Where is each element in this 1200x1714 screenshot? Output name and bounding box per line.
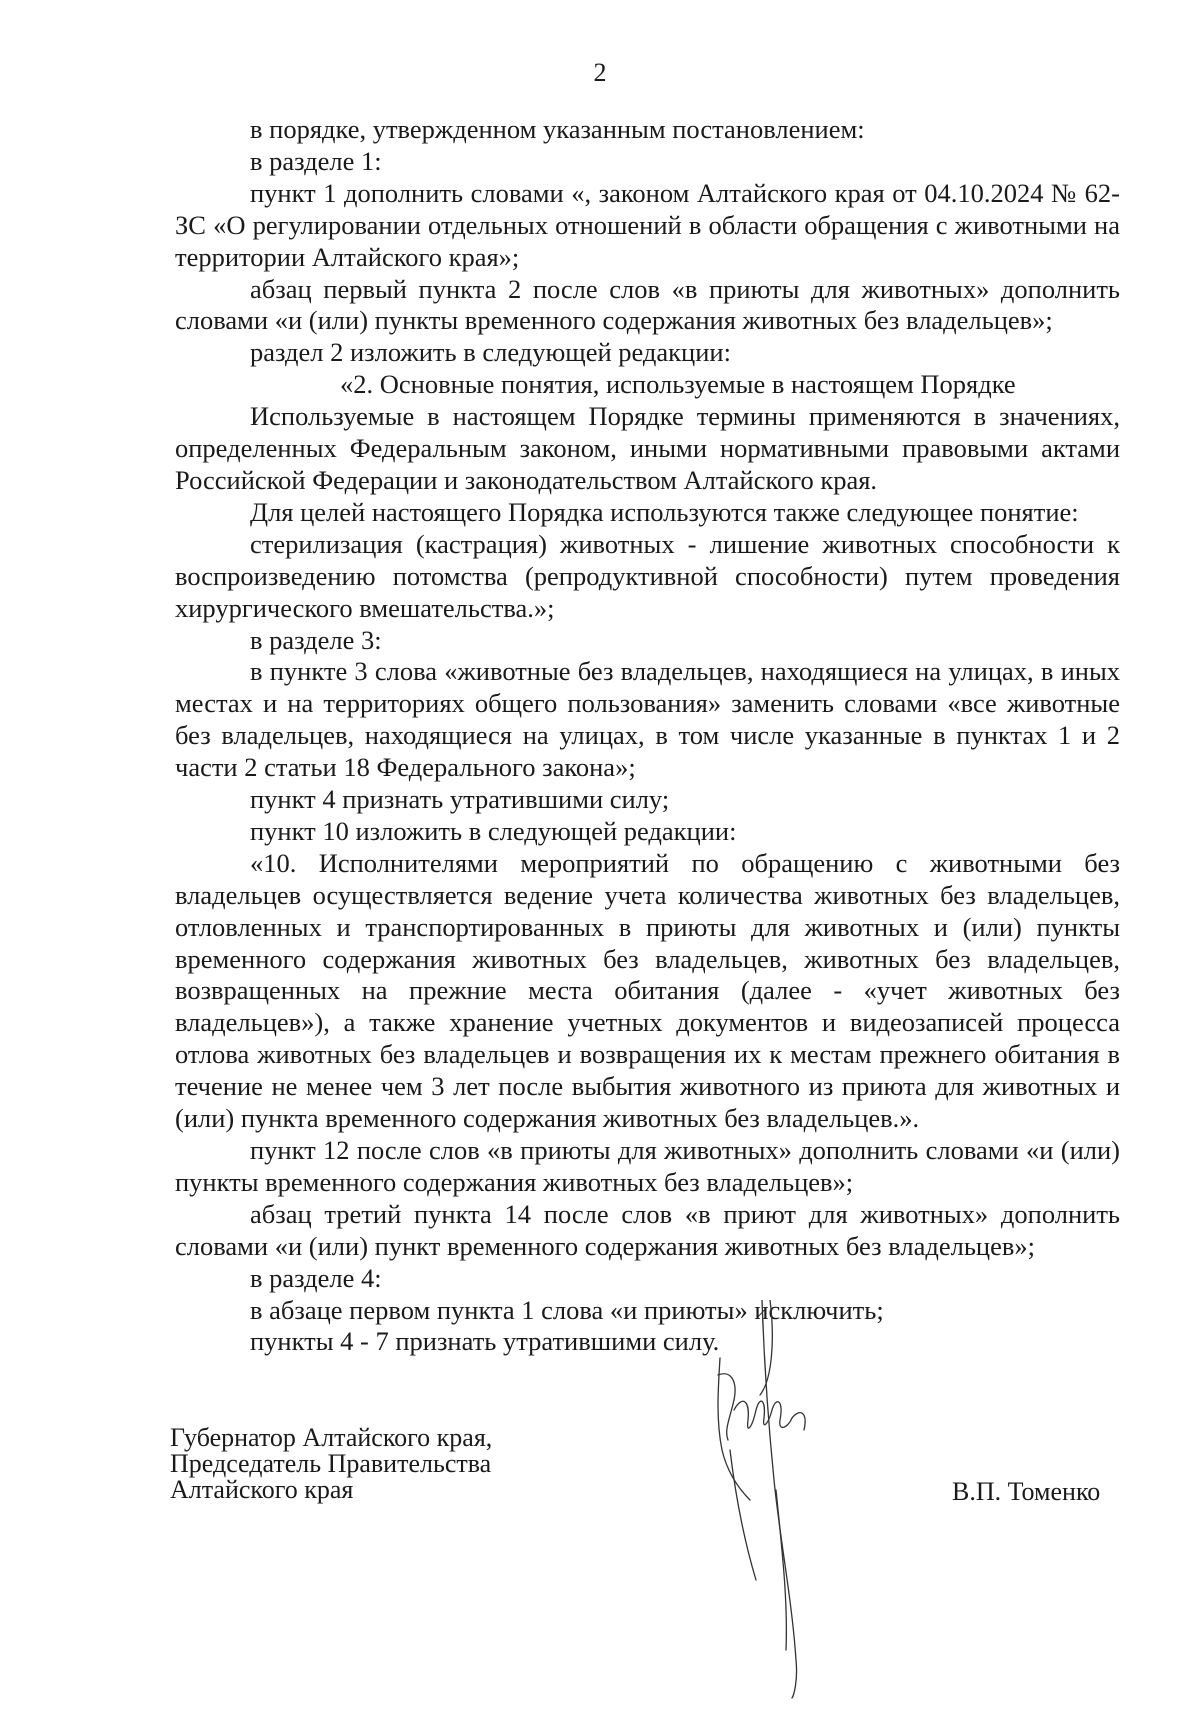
- paragraph: в пункте 3 слова «животные без владельцев, находящиеся на улицах, в иных местах и на территориях общего пользования» заменить словами «все животные без владельцев, находящиеся на улицах, в том числе указанные в пунктах 1 и 2 части 2 статьи 18 Федерального закона»;: [175, 656, 1120, 783]
- position-line: Председатель Правительства: [170, 1449, 492, 1478]
- section-heading: «2. Основные понятия, используемые в настоящем Порядке: [340, 369, 1016, 400]
- paragraph: абзац первый пункта 2 после слов «в приюты для животных» дополнить словами «и (или) пункты временного содержания животных без владельцев»;: [175, 273, 1120, 336]
- paragraph: в порядке, утвержденном указанным постановлением:: [250, 114, 865, 144]
- signature-position-block: [170, 1425, 492, 1503]
- paragraph: Для целей настоящего Порядка используются также следующее понятие:: [250, 496, 1079, 527]
- page-number: 2: [593, 58, 607, 87]
- paragraph: Используемые в настоящем Порядке термины применяются в значениях, определенных Федеральным законом, иными нормативными правовыми актами Российской Федерации и законодательством Алтайского края.: [175, 401, 1120, 495]
- signer-name: В.П. Томенко: [952, 1477, 1101, 1506]
- position-line: Алтайского края: [170, 1475, 354, 1504]
- paragraph: пункт 10 изложить в следующей редакции:: [250, 815, 737, 846]
- paragraph: «10. Исполнителями мероприятий по обращению с животными без владельцев осуществляется ведение учета количества животных без владельцев, отловленных и транспортированных в приюты для животных и (или) пункты временного содержания животных без владельцев, животных без владельцев, возвращенных на прежние места обитания (далее - «учет животных без владельцев»), а также хранение учетных документов и видеозаписей процесса отлова животных без владельцев и возвращения их к местам прежнего обитания в течение не менее чем 3 лет после выбытия животного из приюта для животных и (или) пункта временного содержания животных без владельцев.».: [175, 847, 1120, 1134]
- position-line: Губернатор Алтайского края,: [170, 1423, 493, 1452]
- paragraph: в разделе 4:: [250, 1262, 382, 1293]
- paragraph: в разделе 1:: [250, 145, 382, 176]
- paragraph: стерилизация (кастрация) животных - лишение животных способности к воспроизведению потомства (репродуктивной способности) путем проведения хирургического вмешательства.»;: [175, 528, 1120, 623]
- paragraph: в разделе 3:: [250, 624, 382, 655]
- paragraph: пункт 1 дополнить словами «, законом Алтайского края от 04.10.2024 № 62-ЗС «О регулировании отдельных отношений в области обращения с животными на территории Алтайского края»;: [175, 177, 1120, 272]
- document-body: [175, 114, 1120, 1358]
- paragraph: абзац третий пункта 14 после слов «в приют для животных» дополнить словами «и (или) пункт временного содержания животных без владельцев»;: [175, 1198, 1120, 1261]
- paragraph: раздел 2 изложить в следующей редакции:: [250, 337, 731, 368]
- paragraph: в абзаце первом пункта 1 слова «и приюты» исключить;: [250, 1294, 884, 1325]
- paragraph: пункт 4 признать утратившими силу;: [250, 784, 670, 815]
- paragraph: пункты 4 - 7 признать утратившими силу.: [250, 1326, 720, 1357]
- handwritten-signature: [700, 1300, 870, 1700]
- paragraph: пункт 12 после слов «в приюты для животных» дополнить словами «и (или) пункты временного содержания животных без владельцев»;: [175, 1135, 1120, 1197]
